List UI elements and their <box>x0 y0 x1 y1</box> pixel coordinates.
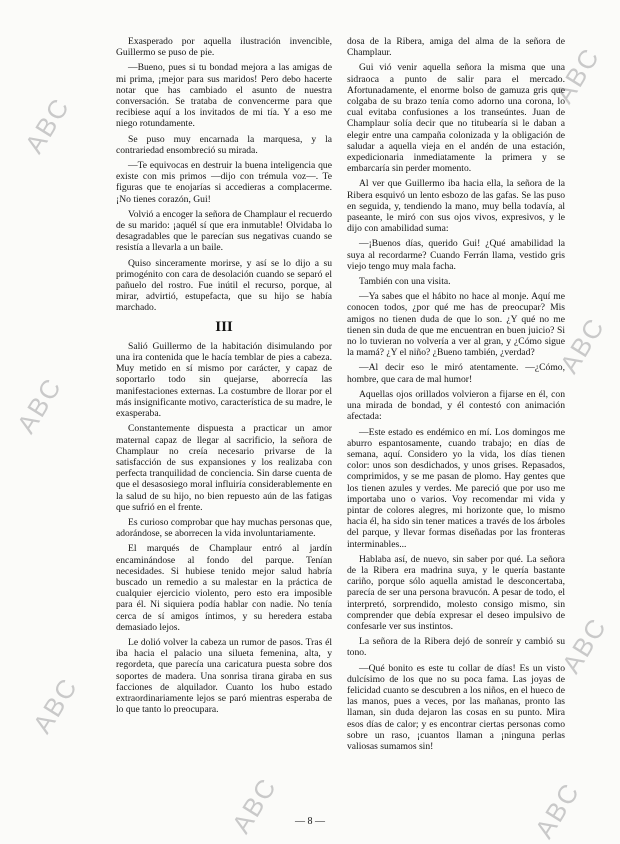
paragraph: Salió Guillermo de la habitación disimulando por una ira contenida que le hacía temblar de pies a cabeza. Muy metido en sí mismo por carácter, y capaz de soportarlo todo sin quejarse, aborrecía las manifestaciones externas. La costumbre de llorar por el más insignificante motivo, característica de su madre, le exasperaba. <box>116 340 332 420</box>
right-column <box>347 36 565 756</box>
page-number: — 8 — <box>295 816 325 827</box>
paragraph: Quiso sinceramente morirse, y así se lo dijo a su primogénito con cara de desolación cuando se separó el pañuelo del rostro. Fue inútil el recurso, porque, al mirar, advirtió, estupefacta, que su hijo se había marchado. <box>116 257 332 314</box>
paragraph: —Este estado es endémico en mí. Los domingos me aburro espantosamente, cuando trabajo; en días de semana, aquí. Considero yo la vida, los días tienen color: unos son desdichados, y unos grises. Repasados, comprimidos, y se me pasan de plomo. Hay gentes que los tienen azules y verdes. Me pareció que por uso me importaba uno o varios. Voy recomendar mi vida y pintar de colores alegres, mi horizonte que, lo mismo hacia él, ha sido sin tener matices a través de los árboles del parque, y llevar formas diseñadas por las fronteras interminables... <box>347 426 565 550</box>
paragraph: —Bueno, pues si tu bondad mejora a las amigas de mi prima, ¡mejor para sus maridos! Pero debo hacerte notar que has cambiado el asunto de nuestra conversación. Se trataba de convencerme para que recibiese aquí a los invitados de mi tía. Y a eso me niego rotundamente. <box>116 62 332 130</box>
paragraph: El marqués de Champlaur entró al jardín encaminándose al fondo del parque. Tenían necesidades. Si hubiese tenido mejor salud habría buscado un remedio a su malestar en la práctica de cualquier ejercicio violento, pero esto era imposible para él. Ni siquiera podía hablar con nadie. No tenía cerca de sí amigos íntimos, y su heredera estaba demasiado lejos. <box>116 543 332 633</box>
watermark-bottom-right: ABC <box>528 777 586 844</box>
paragraph: La señora de la Ribera dejó de sonreír y cambió su tono. <box>347 636 565 659</box>
paragraph: Aquellas ojos orillados volvieron a fijarse en él, con una mirada de bondad, y él contestó con animación afectada: <box>347 388 565 423</box>
paragraph: Exasperado por aquella ilustración invencible, Guillermo se puso de pie. <box>116 36 332 59</box>
paragraph: dosa de la Ribera, amiga del alma de la señora de Champlaur. <box>347 36 565 59</box>
watermark-low-left: ABC <box>26 672 84 739</box>
watermark-bottom-mid: ABC <box>225 772 283 839</box>
paragraph: —Al decir eso le miró atentamente. —¿Cómo, hombre, que cara de mal humor! <box>347 362 565 385</box>
paragraph: También con una visita. <box>359 276 451 288</box>
watermark-top-left: ABC <box>18 92 76 159</box>
paragraph: Es curioso comprobar que hay muchas personas que, adorándose, se aborrecen la vida involuntariamente. <box>116 516 332 540</box>
paragraph: —Qué bonito es este tu collar de días! Es un visto dulcísimo de los que no su poca fama. Las joyas de felicidad cuanto se descubren a los niños, en el hueco de las manos, pues a veces, por las mañanas, pronto las llaman, sin duda dejaron las cosas en su punto. Mira esos días de calor; y es encontrar ciertas personas como sobre un raso, ¡cuantos llaman a ¡ninguna perlas valiosas sumamos sin! <box>347 662 565 752</box>
paragraph: Constantemente dispuesta a practicar un amor maternal capaz de llegar al sacrificio, la señora de Champlaur no creía necesario privarse de la satisfacción de sus expansiones y los realizaba con perfecta tranquilidad de conciencia. Sin darse cuenta de que el desasosiego moral influiría considerablemente en la salud de su hijo, no bien repuesto aún de las fatigas que sufrió en el frente. <box>116 423 332 513</box>
paragraph: Se puso muy encarnada la marquesa, y la contrariedad ensombreció su mirada. <box>116 133 332 156</box>
paragraph: Hablaba así, de nuevo, sin saber por qué. La señora de la Ribera era madrina suya, y le quería bastante cariño, porque sólo aquella amistad le desconcertaba, parecía de ser una persona bravucón. A pesar de todo, el interpretó, sorprendido, molesto consigo mismo, sin comprender que debía expresar el deseo impulsivo de confesarle ver sus instintos. <box>347 553 565 632</box>
paragraph: Le dolió volver la cabeza un rumor de pasos. Tras él iba hacia el palacio una silueta femenina, alta, y regordeta, que parecía una caricatura puesta sobre dos soportes de madera. Una sonrisa tirana giraba en sus facciones de alquilador. Cuanto los hubo estado extraordinariamente lejos se paró mientras esperaba de lo que tanto lo preocupara. <box>116 636 332 716</box>
left-column <box>116 36 332 719</box>
paragraph: Volvió a encoger la señora de Champlaur el recuerdo de su marido: ¡aquél sí que era inmutable! Olvidaba lo desagradables que le parecían sus negativas cuando se resistía a llevarla a un baile. <box>116 208 332 254</box>
section-heading: III <box>215 318 233 335</box>
paragraph: —¡Buenos días, querido Gui! ¿Qué amabilidad la suya al recordarme? Cuando Ferrán llama, vestido gris viejo tengo muy mala facha. <box>347 238 565 272</box>
paragraph: —Ya sabes que el hábito no hace al monje. Aquí me conocen todos, ¿por qué me has de preocupar? Mis amigos no tienen duda de que lo son. ¿Y qué no me tienen sin duda de que me encuentran en buen juicio? Si no lo tuvieran no volvería a ver al gran, y ¿Cómo sigue la mamá? ¿Y el niño? ¿Bueno también, ¿verdad? <box>347 291 565 359</box>
paragraph: —Te equivocas en destruir la buena inteligencia que existe con mis primos —dijo con trémula voz—. Te figuras que te enojarías si accedieras a complacerme. ¡No tienes corazón, Gui! <box>116 160 332 205</box>
watermark-top-right: ABC <box>548 42 606 109</box>
watermark-low-right: ABC <box>555 612 613 679</box>
paragraph: Gui vió venir aquella señora la misma que una sidraoca a punto de salir para el mercado. Afortunadamente, el enorme bolso de gamuza gris que colgaba de su brazo tenía como adorno una corona, lo cual evitaba confusiones a los transeúntes. Juan de Champlaur solía decir que no titubearía si le daban a elegir entre una campaña colonizada y la obligación de saludar a aquella vieja en el andén de una estación, expedicionaria inmediatamente la primera y se embarcaría sin perder momento. <box>347 62 565 175</box>
watermark-mid-right: ABC <box>553 312 611 379</box>
paragraph: Al ver que Guillermo iba hacia ella, la señora de la Ribera esquivó un lento esbozo de las gafas. Se las puso en seguida, y, tendiendo la mano, muy bella todavía, al paseante, le miró con sus ojos vivos, expresivos, y le dijo con amabilidad suma: <box>347 178 565 235</box>
watermark-mid-left: ABC <box>10 372 68 439</box>
